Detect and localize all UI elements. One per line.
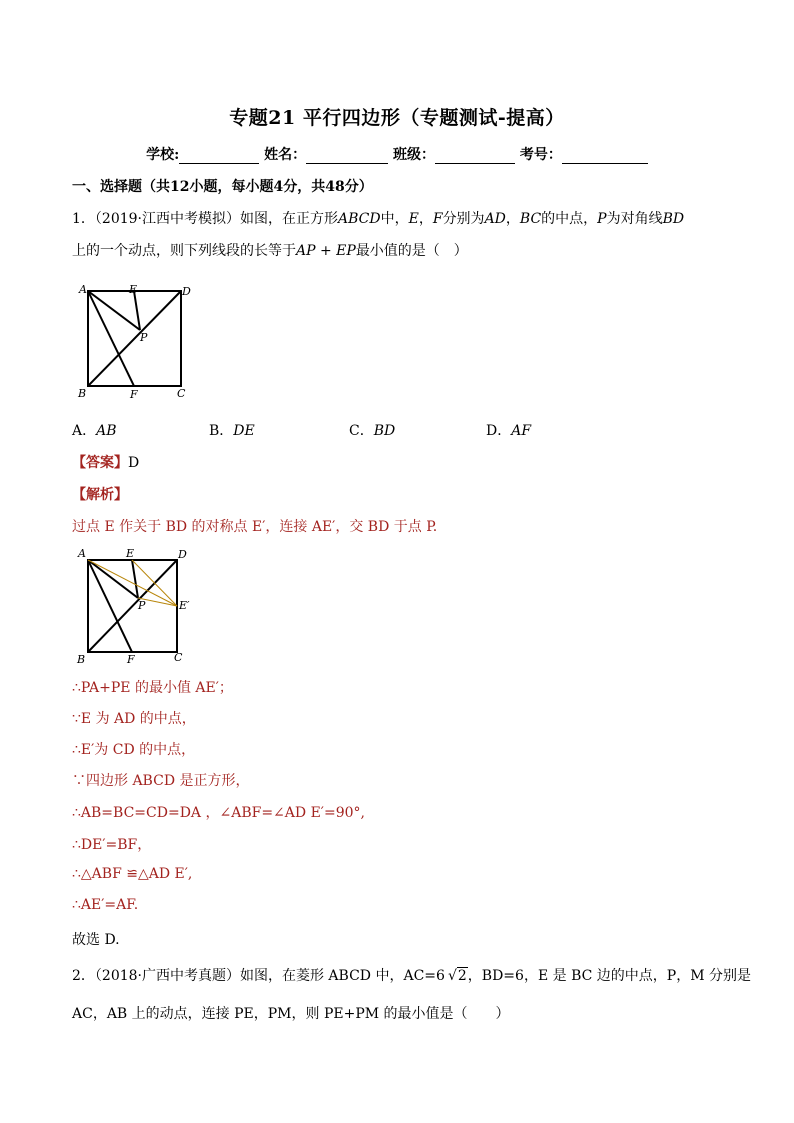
q1-analysis-intro: 过点 E 作关于 BD 的对称点 E′，连接 AE′，交 BD 于点 P. [72,519,438,535]
label-c-2: C [174,651,183,663]
q1-line1: 1．（2019·江西中考模拟）如图，在正方形ABCD中，E，F分别为AD，BC的中点，P为对角线BD [72,211,685,227]
class-field[interactable] [435,149,515,164]
label-d: D [182,285,191,298]
segment-af-2 [88,560,132,652]
option-b[interactable]: B．DE [209,423,255,439]
section-heading: 一、选择题（共12小题，每小题4分，共48分） [72,179,373,195]
analysis-step: ∵四边形 ABCD 是正方形， [72,773,250,789]
label-b-2: B [77,653,86,663]
name-field[interactable] [306,149,388,164]
analysis-step: ∴DE′=BF， [72,837,152,853]
class-label: 班级： [393,147,436,163]
segment-ap [88,291,140,330]
number-label: 考号： [519,147,562,163]
q1-analysis-figure [74,543,204,663]
analysis-step: ∴E′为 CD 的中点， [72,742,196,758]
q1-analysis-tag: 【解析】 [72,487,128,503]
name-label: 姓名： [264,147,307,163]
label-a-2: A [78,547,86,560]
label-e: E [129,283,138,296]
sqrt-symbol: √2 [447,968,467,984]
school-field[interactable] [179,149,259,164]
analysis-step: ∴PA+PE 的最小值 AE′； [72,680,233,696]
label-f-2: F [127,653,135,663]
q2-line2: AC，AB 上的动点，连接 PE，PM，则 PE+PM 的最小值是（ ） [72,1006,510,1022]
q1-line2: 上的一个动点，则下列线段的长等于AP + EP最小值的是（ ） [72,243,468,259]
school-label: 学校: [146,147,180,163]
diagonal-bd [88,291,181,386]
label-a: A [79,283,87,296]
q1-answer: 【答案】D [72,455,140,471]
student-info-row [0,144,794,164]
analysis-step: ∴AB=BC=CD=DA ，∠ABF=∠AD E′=90°, [72,805,365,821]
diagonal-bd-2 [88,560,177,652]
analysis-conclusion: 故选 D. [72,932,120,948]
analysis-step: ∵E 为 AD 的中点， [72,711,196,727]
label-c: C [177,387,186,400]
label-p: P [140,331,148,344]
label-p-2: P [138,599,146,612]
analysis-step: ∴AE′=AF. [72,897,139,913]
option-a[interactable]: A．AB [72,423,117,439]
label-f: F [130,388,138,401]
label-d-2: D [178,548,187,561]
number-field[interactable] [562,149,648,164]
q1-figure [74,281,204,401]
segment-ap-2 [88,560,138,598]
page-title: 专题21 平行四边形（专题测试-提高） [229,107,565,129]
label-b: B [78,387,87,400]
label-e-2: E [126,547,135,560]
q2-line1: 2．（2018·广西中考真题）如图，在菱形 ABCD 中，AC=6 √2，BD=6，E 是 BC 边的中点，P，M 分别是 [72,968,751,984]
label-e-prime: E′ [179,599,190,612]
segment-ep [134,291,140,330]
option-c[interactable]: C．BD [349,423,396,439]
segment-af [88,291,134,386]
option-d[interactable]: D．AF [486,423,532,439]
analysis-step: ∴△ABF ≌△AD E′, [72,866,193,882]
